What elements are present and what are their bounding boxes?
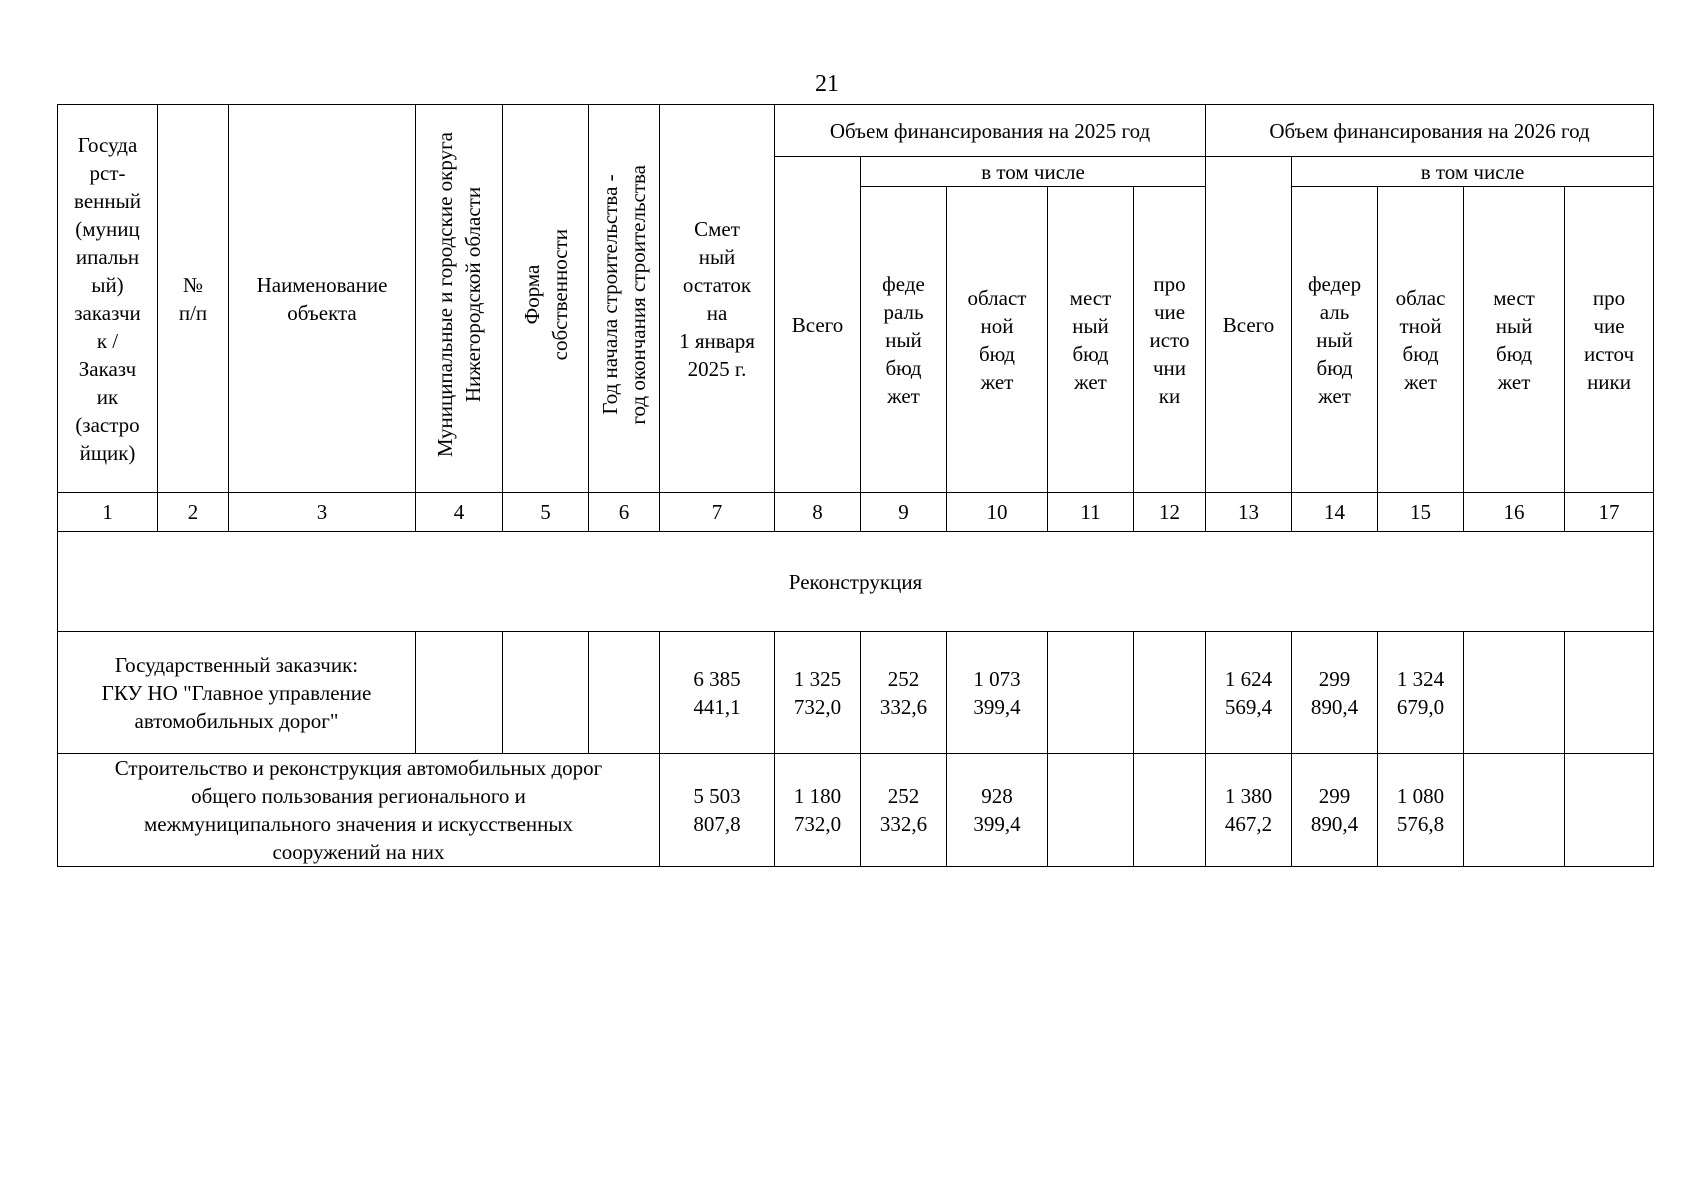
column-number: 12	[1134, 493, 1206, 532]
section-title: Реконструкция	[58, 532, 1654, 632]
header-regional-2025: област ной бюд жет	[947, 187, 1048, 493]
row-federal-2025: 252 332,6	[861, 632, 947, 754]
header-local-2026: мест ный бюд жет	[1464, 187, 1565, 493]
column-number: 1	[58, 493, 158, 532]
header-other-2025: про чие исто чни ки	[1134, 187, 1206, 493]
row-ownership	[503, 632, 589, 754]
header-other-2026: про чие источ ники	[1565, 187, 1654, 493]
row-regional-2026: 1 080 576,8	[1378, 754, 1464, 867]
header-object-name: Наименование объекта	[229, 105, 416, 493]
header-total-2026: Всего	[1206, 157, 1292, 493]
header-municipality-cell	[416, 105, 503, 493]
column-number-row	[58, 493, 1654, 532]
row-total-2025: 1 180 732,0	[775, 754, 861, 867]
row-name: Строительство и реконструкция автомобильных дорог общего пользования регионального и межмуниципального значения и искусственных сооружений на них	[58, 754, 660, 867]
column-number: 13	[1206, 493, 1292, 532]
row-federal-2026: 299 890,4	[1292, 754, 1378, 867]
column-number: 2	[158, 493, 229, 532]
header-including-2025: в том числе	[861, 157, 1206, 187]
column-number: 7	[660, 493, 775, 532]
header-fin-2025: Объем финансирования на 2025 год	[775, 105, 1206, 157]
header-total-2025: Всего	[775, 157, 861, 493]
column-number: 5	[503, 493, 589, 532]
row-regional-2026: 1 324 679,0	[1378, 632, 1464, 754]
header-federal-2026: федер аль ный бюд жет	[1292, 187, 1378, 493]
header-customer: Госуда рст- венный (муниц ипальн ый) заказчи к / Заказч ик (застро йщик)	[58, 105, 158, 493]
column-number: 10	[947, 493, 1048, 532]
row-name: Государственный заказчик: ГКУ НО "Главное управление автомобильных дорог"	[58, 632, 416, 754]
row-other-2025	[1134, 754, 1206, 867]
page-number: 21	[815, 71, 839, 97]
header-years-cell	[589, 105, 660, 493]
column-number: 16	[1464, 493, 1565, 532]
row-local-2026	[1464, 754, 1565, 867]
row-total-2026: 1 624 569,4	[1206, 632, 1292, 754]
row-regional-2025: 928 399,4	[947, 754, 1048, 867]
table-row	[58, 632, 1654, 754]
header-municipality: Муниципальные и городские округа Нижегородской области	[433, 132, 485, 458]
header-ownership: Форма собственности	[519, 229, 572, 361]
row-federal-2025: 252 332,6	[861, 754, 947, 867]
column-number: 8	[775, 493, 861, 532]
row-local-2025	[1048, 632, 1134, 754]
row-estimate: 5 503 807,8	[660, 754, 775, 867]
financing-table	[57, 104, 1654, 867]
header-years: Год начала строительства - год окончания строительства	[598, 165, 650, 425]
header-fin-2026: Объем финансирования на 2026 год	[1206, 105, 1654, 157]
table-row	[58, 754, 1654, 867]
column-number: 3	[229, 493, 416, 532]
column-number: 15	[1378, 493, 1464, 532]
header-regional-2026: облас тной бюд жет	[1378, 187, 1464, 493]
row-other-2025	[1134, 632, 1206, 754]
row-regional-2025: 1 073 399,4	[947, 632, 1048, 754]
row-other-2026	[1565, 632, 1654, 754]
section-row	[58, 532, 1654, 632]
header-estimate: Смет ный остаток на 1 января 2025 г.	[660, 105, 775, 493]
header-ownership-cell	[503, 105, 589, 493]
column-number: 6	[589, 493, 660, 532]
row-other-2026	[1565, 754, 1654, 867]
row-total-2025: 1 325 732,0	[775, 632, 861, 754]
column-number: 14	[1292, 493, 1378, 532]
header-local-2025: мест ный бюд жет	[1048, 187, 1134, 493]
column-number: 17	[1565, 493, 1654, 532]
row-federal-2026: 299 890,4	[1292, 632, 1378, 754]
row-estimate: 6 385 441,1	[660, 632, 775, 754]
header-num: № п/п	[158, 105, 229, 493]
header-row-1	[58, 105, 1654, 157]
column-number: 11	[1048, 493, 1134, 532]
header-including-2026: в том числе	[1292, 157, 1654, 187]
row-total-2026: 1 380 467,2	[1206, 754, 1292, 867]
column-number: 4	[416, 493, 503, 532]
row-local-2025	[1048, 754, 1134, 867]
header-federal-2025: феде раль ный бюд жет	[861, 187, 947, 493]
column-number: 9	[861, 493, 947, 532]
row-municipality	[416, 632, 503, 754]
row-local-2026	[1464, 632, 1565, 754]
row-years	[589, 632, 660, 754]
